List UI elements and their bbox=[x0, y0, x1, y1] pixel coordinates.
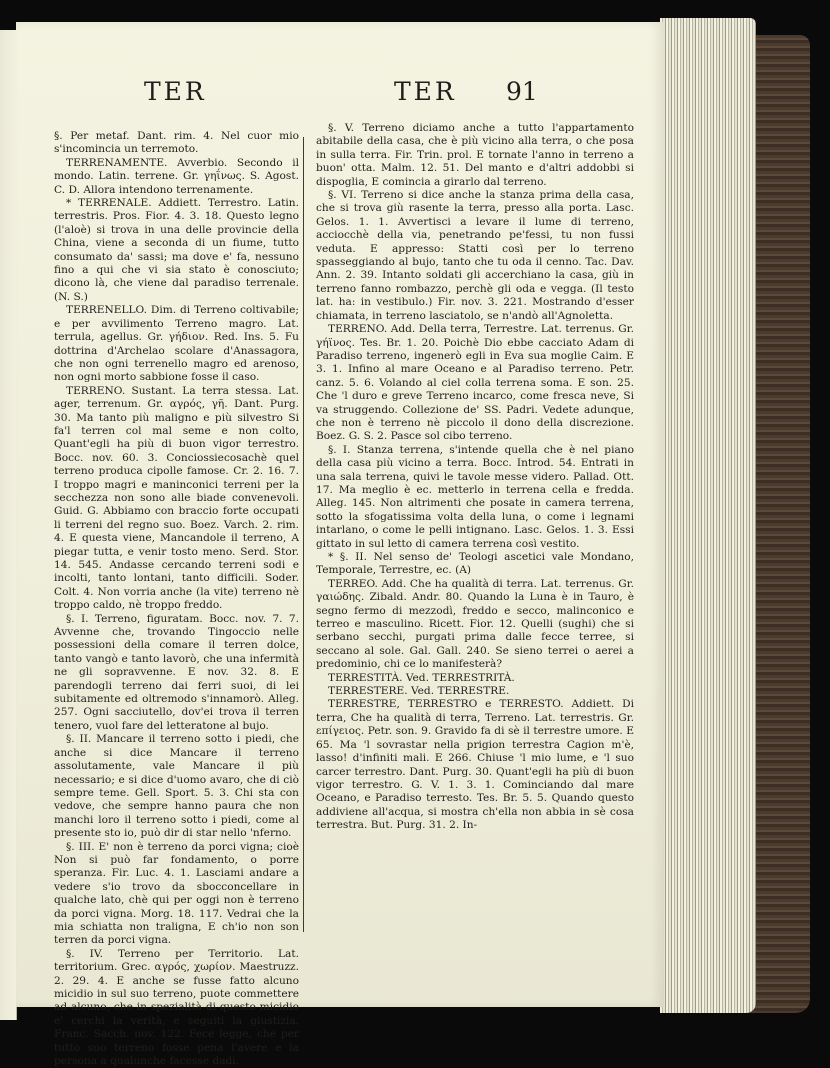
column-divider bbox=[303, 137, 304, 932]
entry-paragraph: TERRENO. Sustant. La terra stessa. Lat. ager, terrenum. Gr. αγρός, γῆ. Dant. Purg. 30. Ma tanto più maligno e più silvestro Si fa'l terren col mal seme e non colto, Quant'egli ha più di buon vigor terrestro. Bocc. nov. 60. 3. Conciossiecosachè quel terreno produca cipolle famose. Cr. 2. 16. 7. I troppo magri e maninconici terreni per la secchezza non sono alle biade convenevoli. Guid. G. Abbiamo con braccio forte occupati li terreni del regno suo. Boez. Varch. 2. rim. 4. E questa viene, Mancandole il terreno, A piegar tutta, e venir tosto meno. Serd. Stor. 14. 545. Andasse cercando terreni sodi e incolti, tanto lontani, tanto difficili. Soder. Colt. 4. Non vorria anche (la vite) terreno nè troppo caldo, nè troppo freddo. bbox=[54, 384, 299, 612]
entry-paragraph: TERRENELLO. Dim. di Terreno coltivabile; e per avvilimento Terreno magro. Lat. terrula, agellus. Gr. γήδιον. Red. Ins. 5. Fu dottrina d'Archelao scolare d'Anassagora, che non ogni terrenello magro ed arenoso, non ogni morto sabbione fosse il caso. bbox=[54, 304, 299, 384]
running-head-left: TER bbox=[144, 77, 207, 106]
entry-paragraph: §. Per metaf. Dant. rim. 4. Nel cuor mio s'incomincia un terremoto. bbox=[54, 130, 299, 156]
page-stack-edges bbox=[660, 18, 756, 1013]
entry-paragraph: TERREO. Add. Che ha qualità di terra. Lat. terrenus. Gr. γαιώδης. Zibald. Andr. 80. Quando la Luna è in Tauro, è segno fermo di mezzodì, freddo e secco, malinconico e terreo e masculino. Ricett. Fior. 12. Quelli (sughi) che si serbano secchi, purgati prima dalle fecce terree, si seccano al sole. Gal. Gall. 240. Se sieno terrei o aerei a predominio, chi ce lo manifesterà? bbox=[316, 577, 634, 671]
entry-paragraph: §. V. Terreno diciamo anche a tutto l'appartamento abitabile della casa, che è più vicino alla terra, o che posa in sulla terra. Fir. Trin. prol. E tornate l'anno in terreno a buon' otta. Malm. 12. 51. Del manto e d'altri addobbi si dispoglia, E comincia a girarlo dal terreno. bbox=[316, 122, 634, 188]
entry-paragraph: * TERRENALE. Addiett. Terrestro. Latin. terrestris. Pros. Fior. 4. 3. 18. Questo legno (l'aloè) si trova in una delle provincie della China, viene a seconda di un fiume, tutto consumato da' sassi; ma dove e' fa, nessuno fino a qui che vi sia stato è conosciuto; dicono là, che viene dal paradiso terrenale. (N. S.) bbox=[54, 197, 299, 303]
entry-paragraph: TERRENAMENTE. Avverbio. Secondo il mondo. Latin. terrene. Gr. γηΐνως. S. Agost. C. D. Allora intendono terrenamente. bbox=[54, 156, 299, 196]
entry-paragraph: TERRESTRE, TERRESTRO e TERRESTO. Addiett. Di terra, Che ha qualità di terra, Terreno. Lat. terrestris. Gr. επίγειος. Petr. son. 9. Gravido fa di sè il terrestre umore. E 65. Ma 'l sovrastar nella prigion terrestra Cagion m'è, lasso! d'infiniti mali. E 266. Chiuse 'l mio lume, e 'l suo carcer terrestro. Dant. Purg. 30. Quant'egli ha più di buon vigor terrestro. G. V. 1. 3. 1. Cominciando dal mare Oceano, e Paradiso terresto. Tes. Br. 5. 5. Quando questo addiviene all'acqua, si mostra ch'ella non abbia in sè cosa terrestra. But. Purg. 31. 2. In- bbox=[316, 698, 634, 832]
entry-paragraph: §. I. Stanza terrena, s'intende quella che è nel piano della casa più vicino a terra. Bocc. Introd. 54. Entrati in una sala terrena, quivi le tavole messe videro. Pallad. Ott. 17. Ma meglio è ec. metterlo in terrena cella e fredda. Alleg. 145. Non altrimenti che posate in camera terrena, sotto la sfogatissima volta della luna, o come i legnami intarlano, o come le pelli intignano. Lasc. Gelos. 1. 3. Essi gittato in sul letto di camera terrena così vestito. bbox=[316, 443, 634, 550]
page-number: 91 bbox=[506, 77, 538, 106]
book-page bbox=[16, 22, 664, 1068]
entry-paragraph: * §. II. Nel senso de' Teologi ascetici vale Mondano, Temporale, Terrestre, ec. (A) bbox=[316, 551, 634, 577]
left-page-binding bbox=[0, 30, 17, 1020]
page-header bbox=[16, 77, 664, 117]
entry-paragraph: §. II. Mancare il terreno sotto i piedi, che anche si dice Mancare il terreno assolutamente, vale Mancare il più necessario; e si dice d'uomo avaro, che di ciò sempre teme. Gell. Sport. 5. 3. Chi sta con vedove, che sempre hanno paura che non manchi loro il terreno sotto i piedi, come al presente sto io, può dir di star nello 'nferno. bbox=[54, 733, 299, 840]
entry-paragraph: TERRESTITÀ. Ved. TERRESTRITÀ. bbox=[328, 671, 515, 684]
entry-paragraph: §. I. Terreno, figuratam. Bocc. nov. 7. 7. Avvenne che, trovando Tingoccio nelle possessioni della comare il terren dolce, tanto vangò e tanto lavorò, che una infermità ne gli sopravvenne. E nov. 32. 8. E parendogli terreno dai ferri suoi, di lei subitamente ed oltremodo s'innamorò. Alleg. 257. Ogni sacciutello, dov'ei trova il terren tenero, vuol fare del letteratone al bujo. bbox=[54, 612, 299, 732]
entry-paragraph: §. VI. Terreno si dice anche la stanza prima della casa, che si trova giù rasente la terra, presso alla porta. Lasc. Gelos. 1. 1. Avvertisci a levare il lume di terreno, acciocchè della via, penetrando pe'fessi, tu non fussi veduta. E appresso: Statti così per lo terreno spasseggiando al bujo, tanto che tu oda il cenno. Tac. Dav. Ann. 2. 39. Intanto soldati gli accerchiano la casa, giù in terreno fanno rombazzo, perchè gli oda e vegga. (Il testo lat. ha: in vestibulo.) Fir. nov. 3. 221. Mostrando d'esser chiamata, in terreno lasciatolo, se n'andò all'Agnoletta. bbox=[316, 189, 634, 322]
right-column bbox=[316, 122, 634, 833]
left-column bbox=[54, 130, 299, 1068]
entry-paragraph: TERRESTERE. Ved. TERRESTRE. bbox=[328, 685, 510, 698]
entry-paragraph: TERRENO. Add. Della terra, Terrestre. Lat. terrenus. Gr. γήϊνος. Tes. Br. 1. 20. Poichè Dio ebbe cacciato Adam di Paradiso terreno, ingenerò egli in Eva sua moglie Caim. E 3. 1. Infino al mare Oceano e al Paradiso terreno. Petr. canz. 5. 6. Volando al ciel colla terrena soma. E son. 25. Che 'l duro e greve Terreno incarco, come fresca neve, Si va struggendo. Collezione de' SS. Padri. Vedete adunque, che non è terreno nè piccolo il dono della discrezione. Boez. G. S. 2. Pasce sol cibo terreno. bbox=[316, 323, 634, 443]
entry-paragraph: §. IV. Terreno per Territorio. Lat. territorium. Grec. αγρός, χωρίον. Maestruzz. 2. 29. 4. E anche se fusse fatto alcuno micidio in sul suo terreno, puote commettere ad alcuno, che in spezialità di questo micidio e' cerchi la verità, e seguiti la giustizia. Franc. Sacch. nov. 122. Fece legge, che per tutto suo terreno fosse pena l'avere e la persona a qualunche facesse dadi. bbox=[54, 947, 299, 1068]
entry-paragraph: §. III. E' non è terreno da porci vigna; cioè Non si può far fondamento, o porre speranza. Fir. Luc. 4. 1. Lasciami andare a vedere s'io trovo da sbocconcellare in qualche lato, chè qui per oggi non è terreno da porci vigna. Morg. 18. 117. Vedrai che la mia schiatta non traligna, E ch'io non son terren da porci vigna. bbox=[54, 840, 299, 947]
running-head-center: TER bbox=[394, 77, 457, 106]
